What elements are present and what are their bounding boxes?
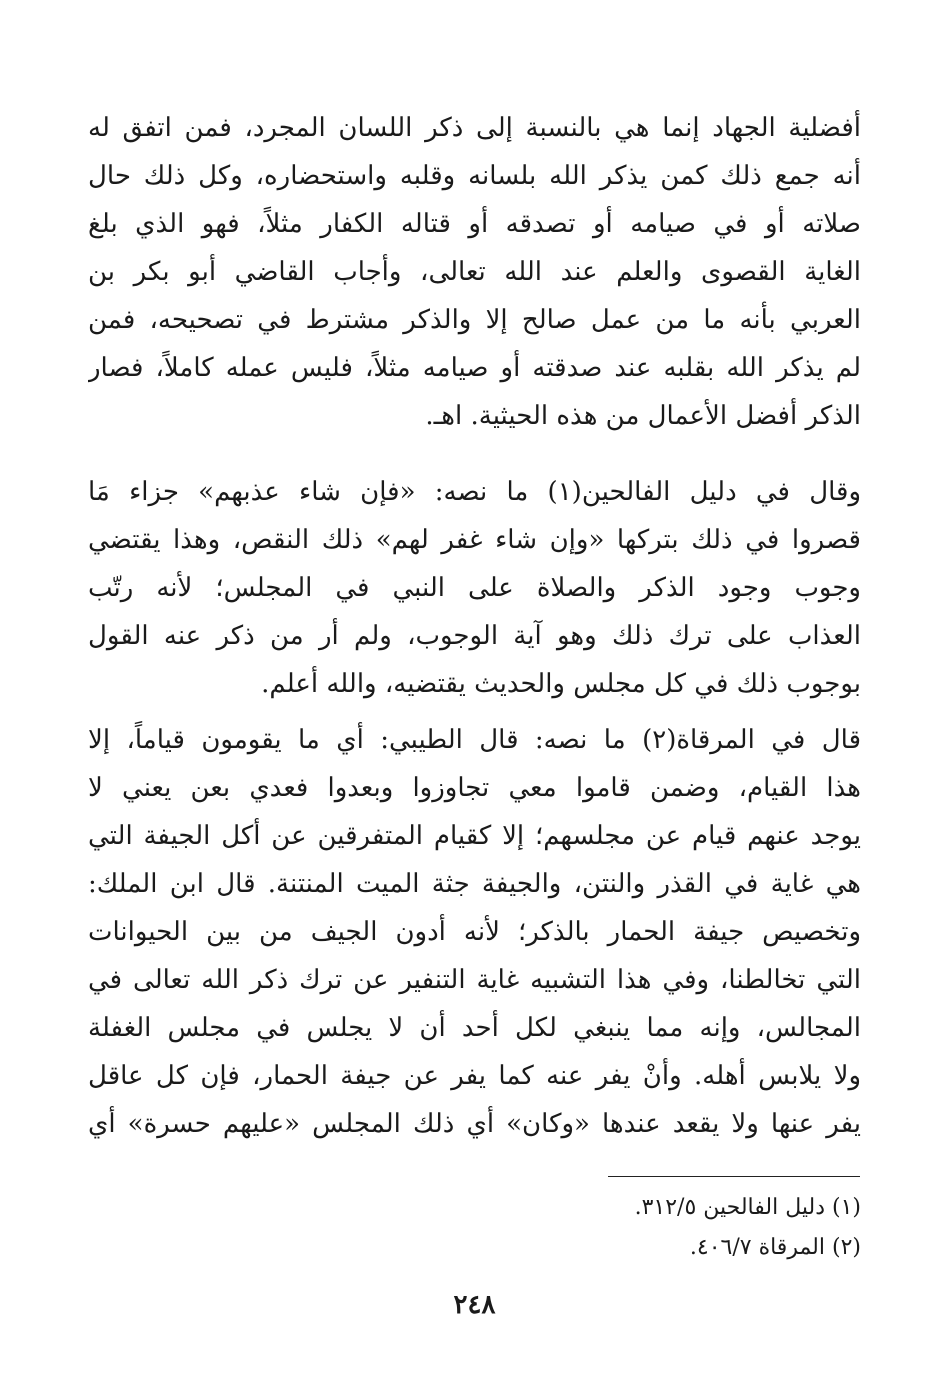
text-line: ولا يلابس أهله. وأنْ يفر عنه كما يفر عن جيفة الحمار، فإن كل عاقل [88,1061,861,1091]
text-line: هذا القيام، وضمن قاموا معي تجاوزوا وبعدوا فعدي بعن يعني لا [88,773,861,803]
footnotes [300,1188,861,1268]
text-line: يفر عنها ولا يقعد عندها «وكان» أي ذلك المجلس «عليهم حسرة» أي [88,1109,861,1139]
text-line: أفضلية الجهاد إنما هي بالنسبة إلى ذكر اللسان المجرد، فمن اتفق له [88,113,861,143]
text-line: هي غاية في القذر والنتن، والجيفة جثة الميت المنتنة. قال ابن الملك: [88,869,861,899]
text-line: يوجد عنهم قيام عن مجلسهم؛ إلا كقيام المتفرقين عن أكل الجيفة التي [88,821,861,851]
text-line: وجوب وجود الذكر والصلاة على النبي في المجلس؛ لأنه رتّب [88,573,861,603]
paragraph-1 [88,104,861,440]
footnote-2: (٢) المرقاة ٤٠٦/٧. [689,1235,861,1260]
text-line: المجالس، وإنه مما ينبغي لكل أحد أن لا يجلس في مجلس الغفلة [88,1013,861,1043]
text-line: العربي بأنه ما من عمل صالح إلا والذكر مشترط في تصحيحه، فمن [88,305,861,335]
text-line: لم يذكر الله بقلبه عند صدقته أو صيامه مثلاً، فليس عمله كاملاً، فصار [88,353,861,383]
text-line: بوجوب ذلك في كل مجلس والحديث يقتضيه، والله أعلم. [261,669,861,699]
text-line: وتخصيص جيفة الحمار بالذكر؛ لأنه أدون الجيف من بين الحيوانات [88,917,861,947]
footnote-1: (١) دليل الفالحين ٣١٢/٥. [634,1195,861,1220]
page-number: ٢٤٨ [453,1290,496,1320]
text-line: قصروا في ذلك بتركها «وإن شاء غفر لهم» ذلك النقص، وهذا يقتضي [88,525,861,555]
paragraph-3 [88,716,861,1148]
text-line: قال في المرقاة(٢) ما نصه: قال الطيبي: أي ما يقومون قياماً، إلا [88,725,861,755]
text-line: العذاب على ترك ذلك وهو آية الوجوب، ولم أر من ذكر عنه القول [88,621,861,651]
text-line: وقال في دليل الفالحين(١) ما نصه: «فإن شاء عذبهم» جزاء مَا [88,477,861,507]
text-line: التي تخالطنا، وفي هذا التشبيه غاية التنفير عن ترك ذكر الله تعالى في [88,965,861,995]
text-line: الذكر أفضل الأعمال من هذه الحيثية. اهـ. [425,401,861,431]
footnote-divider [608,1176,860,1177]
text-line: الغاية القصوى والعلم عند الله تعالى، وأجاب القاضي أبو بكر بن [88,257,861,287]
text-line: صلاته أو في صيامه أو تصدقه أو قتاله الكفار مثلاً، فهو الذي بلغ [88,209,861,239]
paragraph-2 [88,468,861,708]
text-line: أنه جمع ذلك كمن يذكر الله بلسانه وقلبه واستحضاره، وكل ذلك حال [88,161,861,191]
